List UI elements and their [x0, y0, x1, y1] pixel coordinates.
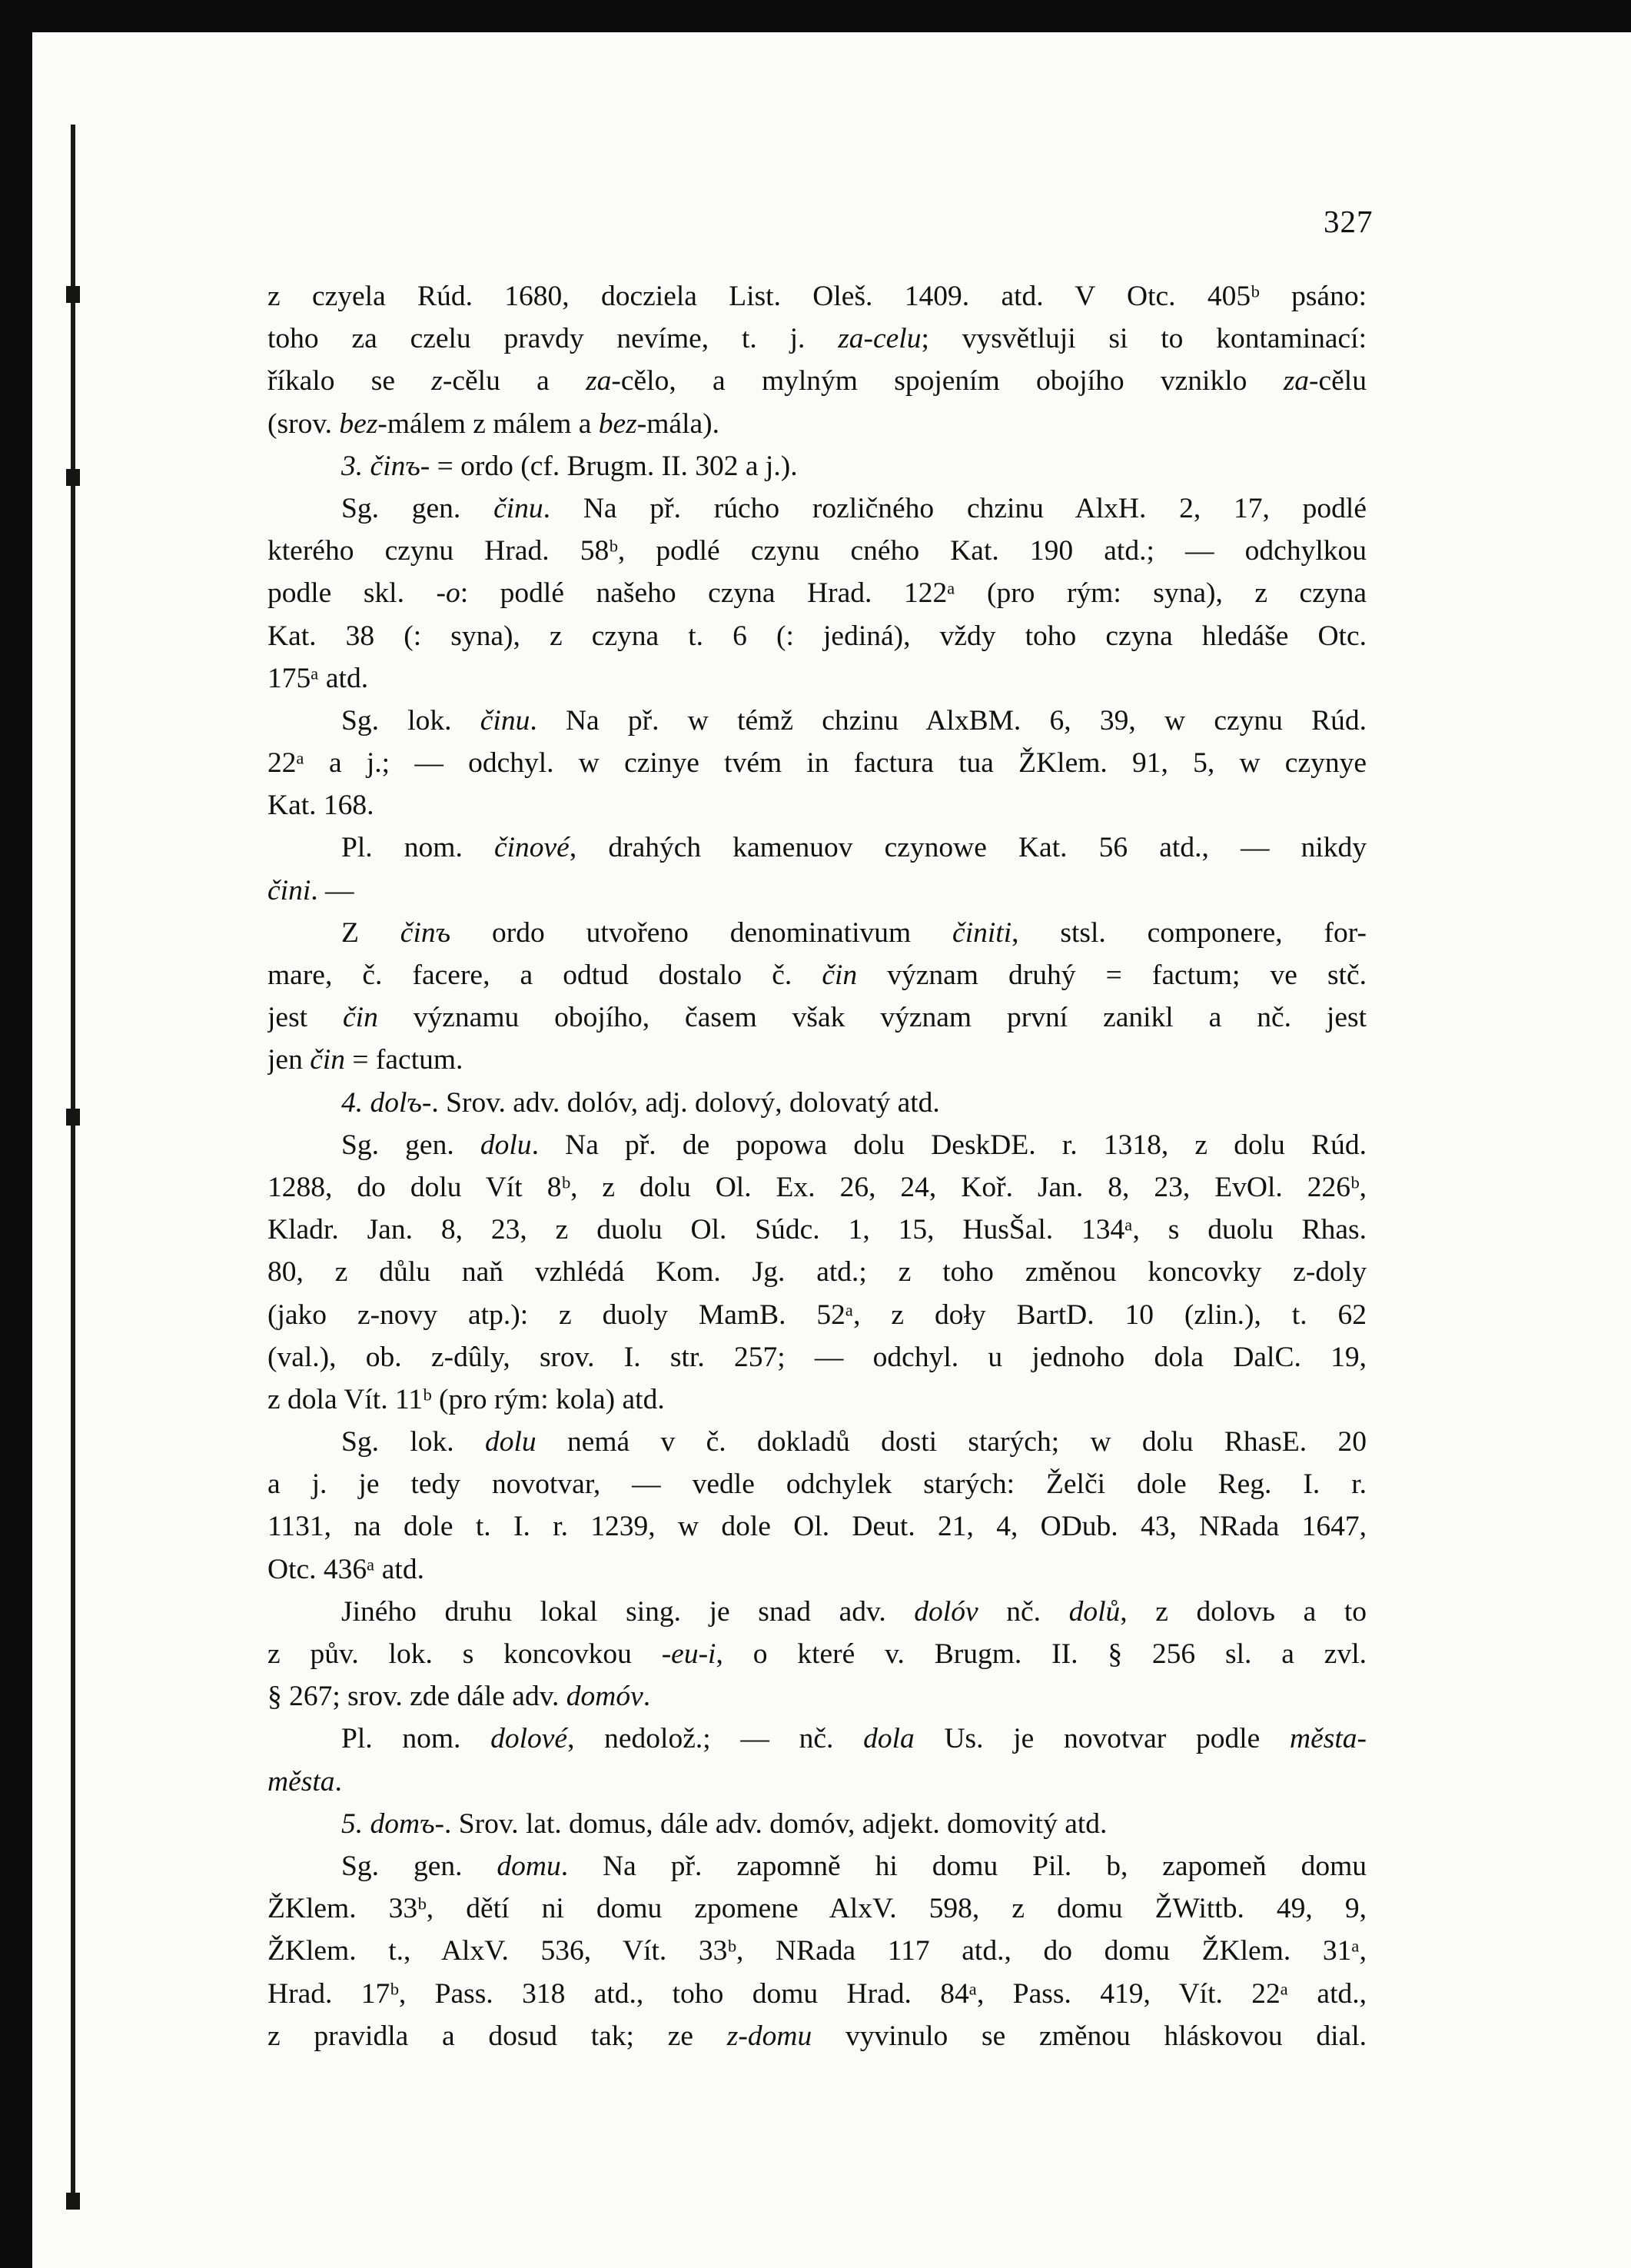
scanned-page: [32, 32, 1631, 2268]
text-line: [267, 1166, 1367, 1209]
text-run: . Na př. w témž chzinu AlxBM. 6, 39, w czynu Rúd.: [530, 704, 1367, 737]
text-run: z pravidla a dosud tak; ze: [267, 2020, 727, 2052]
text-line: [267, 657, 1367, 700]
text-line: [267, 1633, 1367, 1675]
italic-term: dola: [863, 1723, 915, 1755]
text-line: [267, 1294, 1367, 1336]
text-line: [267, 1209, 1367, 1251]
text-run: Otc. 436ᵃ atd.: [267, 1553, 424, 1585]
text-line: [267, 996, 1367, 1039]
binding-mark: [66, 469, 80, 486]
italic-term: domu: [497, 1850, 561, 1882]
text-run: 175ᵃ atd.: [267, 662, 369, 694]
text-line: [267, 1887, 1367, 1930]
text-run: Sg. gen.: [341, 492, 494, 524]
italic-term: z: [431, 365, 443, 397]
italic-term: činъ: [400, 916, 451, 949]
text-line: [267, 1845, 1367, 1887]
text-run: kterého czynu Hrad. 58ᵇ, podlé czynu cného Kat. 190 atd.; — odchylkou: [267, 535, 1367, 567]
text-run: podle skl.: [267, 577, 437, 610]
text-run: Kladr. Jan. 8, 23, z duolu Ol. Súdc. 1, 15, HusŠal. 134ᵃ, s duolu Rhas.: [267, 1214, 1367, 1246]
text-run: .: [334, 1765, 342, 1797]
text-run: ŽKlem. 33ᵇ, dětí ni domu zpomene AlxV. 598, z domu ŽWittb. 49, 9,: [267, 1893, 1367, 1925]
italic-term: domóv: [566, 1681, 643, 1713]
text-line: [267, 1803, 1367, 1845]
text-run: Pl. nom.: [341, 1723, 491, 1755]
text-line: [267, 870, 1367, 912]
italic-term: čin: [343, 1002, 378, 1034]
text-run: mare, č. facere, a odtud dostalo č.: [267, 959, 822, 991]
text-line: [267, 912, 1367, 954]
text-line: [267, 1251, 1367, 1293]
text-line: [267, 1124, 1367, 1166]
text-run: . Na př. zapomně hi domu Pil. b, zapomeň domu: [560, 1850, 1367, 1882]
body-text: [267, 275, 1367, 2057]
text-line: [267, 1973, 1367, 2015]
text-line: [267, 1718, 1367, 1760]
text-run: nemá v č. dokladů dosti starých; w dolu RhasE. 20: [536, 1426, 1367, 1458]
text-line: [267, 487, 1367, 530]
text-line: [267, 954, 1367, 996]
text-line: [267, 275, 1367, 318]
text-line: [267, 1463, 1367, 1505]
text-run: vyvinulo se změnou hláskovou dial.: [812, 2020, 1367, 2052]
text-line: [267, 318, 1367, 360]
text-line: [267, 1082, 1367, 1124]
text-run: , stsl. componere, for-: [1011, 916, 1367, 949]
text-line: [267, 1039, 1367, 1081]
text-run: Sg. gen.: [341, 1850, 497, 1882]
italic-term: města: [267, 1765, 335, 1797]
text-run: z dola Vít. 11ᵇ (pro rým: kola) atd.: [267, 1383, 665, 1415]
page-number: 327: [1324, 204, 1374, 239]
text-line: [267, 784, 1367, 826]
text-run: Z: [341, 916, 400, 949]
italic-term: 3. činъ-: [341, 450, 430, 482]
text-line: [267, 700, 1367, 742]
text-line: [267, 1675, 1367, 1718]
text-run: jest: [267, 1002, 344, 1034]
italic-term: dolu: [480, 1129, 532, 1161]
text-run: nč.: [978, 1595, 1069, 1628]
italic-term: za-celu: [838, 323, 922, 355]
text-run: Sg. gen.: [341, 1129, 480, 1161]
text-run: toho za czelu pravdy nevíme, t. j.: [267, 323, 839, 355]
text-run: Sg. lok.: [341, 1426, 485, 1458]
italic-term: dolu: [484, 1426, 536, 1458]
text-run: a j. je tedy novotvar, — vedle odchylek starých: Želči dole Reg. I. r.: [267, 1468, 1367, 1501]
italic-term: dolové: [490, 1723, 568, 1755]
italic-term: bez: [598, 407, 637, 440]
text-line: [267, 826, 1367, 869]
text-line: [267, 1505, 1367, 1548]
text-run: Jiného druhu lokal sing. je snad adv.: [341, 1595, 915, 1628]
italic-term: z-domu: [726, 2020, 812, 2052]
text-run: = factum.: [345, 1044, 463, 1076]
text-run: (jako z-novy atp.): z duoly MamB. 52ᵃ, z doły BartD. 10 (zlin.), t. 62: [267, 1299, 1367, 1331]
text-line: [267, 530, 1367, 572]
text-line: [267, 1761, 1367, 1803]
text-run: ordo utvořeno denominativum: [450, 916, 953, 949]
text-line: [267, 1548, 1367, 1591]
text-run: : podlé našeho czyna Hrad. 122ᵃ (pro rým: syna), z czyna: [460, 577, 1367, 610]
text-run: . —: [311, 874, 354, 906]
text-line: [267, 1930, 1367, 1972]
text-run: , drahých kamenuov czynowe Kat. 56 atd., — nikdy: [569, 832, 1367, 864]
binding-mark: [66, 1109, 80, 1126]
text-run: jen: [267, 1044, 311, 1076]
text-run: , nedolož.; — nč.: [567, 1723, 864, 1755]
text-run: . Na př. rúcho rozličného chzinu AlxH. 2, 17, podlé: [543, 492, 1367, 524]
text-line: [267, 2015, 1367, 2057]
text-run: ŽKlem. t., AlxV. 536, Vít. 33ᵇ, NRada 117 atd., do domu ŽKlem. 31ᵃ,: [267, 1935, 1367, 1967]
italic-term: dolů: [1068, 1595, 1121, 1628]
text-run: 1131, na dole t. I. r. 1239, w dole Ol. Deut. 21, 4, ODub. 43, NRada 1647,: [267, 1511, 1367, 1543]
text-line: [267, 615, 1367, 657]
italic-term: 5. domъ-: [341, 1807, 445, 1840]
italic-term: činiti: [952, 916, 1012, 949]
italic-term: činu: [480, 704, 530, 737]
text-run: -cělu: [1309, 365, 1367, 397]
text-run: Us. je novotvar podle: [914, 1723, 1290, 1755]
text-run: Hrad. 17ᵇ, Pass. 318 atd., toho domu Hrad. 84ᵃ, Pass. 419, Vít. 22ᵃ atd.,: [267, 1977, 1367, 2010]
text-run: § 267; srov. zde dále adv.: [267, 1681, 566, 1713]
binding-mark: [66, 286, 80, 303]
italic-term: čini: [267, 874, 311, 906]
text-run: významu obojího, časem však význam první zanikl a nč. jest: [377, 1002, 1367, 1034]
text-line: [267, 360, 1367, 402]
text-line: [267, 742, 1367, 784]
italic-term: za: [1283, 365, 1310, 397]
text-line: [267, 1378, 1367, 1421]
italic-term: -o: [436, 577, 460, 610]
text-run: význam druhý = factum; ve stč.: [857, 959, 1367, 991]
text-run: Sg. lok.: [341, 704, 480, 737]
italic-term: bez: [339, 407, 378, 440]
binding-mark: [66, 2193, 80, 2210]
text-line: [267, 572, 1367, 614]
text-run: , o které v. Brugm. II. § 256 sl. a zvl.: [716, 1638, 1367, 1670]
text-run: -cělu a: [442, 365, 586, 397]
text-run: (srov.: [267, 407, 340, 440]
text-run: 80, z důlu naň vzhlédá Kom. Jg. atd.; z toho změnou koncovky z-doly: [267, 1256, 1367, 1289]
text-run: -málem z málem a: [377, 407, 599, 440]
text-line: [267, 1421, 1367, 1463]
italic-term: města-: [1290, 1723, 1367, 1755]
binding-edge: [71, 125, 75, 2200]
text-line: [267, 403, 1367, 445]
text-run: z pův. lok. s koncovkou: [267, 1638, 662, 1670]
italic-term: dolóv: [914, 1595, 978, 1628]
text-run: . Srov. adv. dolóv, adj. dolový, dolovatý atd.: [431, 1086, 940, 1119]
text-line: [267, 1336, 1367, 1378]
text-run: z czyela Rúd. 1680, docziela List. Oleš. 1409. atd. V Otc. 405ᵇ psáno:: [267, 281, 1367, 312]
italic-term: činu: [493, 492, 543, 524]
text-run: . Srov. lat. domus, dále adv. domóv, adjekt. domovitý atd.: [444, 1807, 1108, 1840]
text-run: = ordo (cf. Brugm. II. 302 a j.).: [430, 450, 798, 482]
text-run: říkalo se: [267, 365, 432, 397]
text-run: 1288, do dolu Vít 8ᵇ, z dolu Ol. Ex. 26, 24, Koř. Jan. 8, 23, EvOl. 226ᵇ,: [267, 1171, 1367, 1203]
text-run: Pl. nom.: [341, 832, 494, 864]
italic-term: činové: [493, 832, 570, 864]
italic-term: čin: [310, 1044, 346, 1076]
text-run: (val.), ob. z-dûly, srov. I. str. 257; — odchyl. u jednoho dola DalC. 19,: [267, 1341, 1367, 1373]
text-run: .: [643, 1681, 651, 1713]
text-run: 22ᵃ a j.; — odchyl. w czinye tvém in factura tua ŽKlem. 91, 5, w czynye: [267, 747, 1367, 780]
italic-term: čin: [822, 959, 858, 991]
text-run: -cělo, a mylným spojením obojího vzniklo: [611, 365, 1284, 397]
italic-term: za: [586, 365, 612, 397]
text-run: , z dolovь a to: [1120, 1595, 1367, 1628]
text-run: Kat. 168.: [267, 790, 374, 822]
text-line: [267, 1591, 1367, 1633]
text-run: . Na př. de popowa dolu DeskDE. r. 1318, z dolu Rúd.: [531, 1129, 1367, 1161]
text-run: -mála).: [636, 407, 719, 440]
italic-term: 4. dolъ-: [341, 1086, 432, 1119]
text-run: ; vysvětluji si to kontaminací:: [921, 323, 1367, 355]
text-line: [267, 445, 1367, 487]
italic-term: -eu-i: [661, 1638, 716, 1670]
text-run: Kat. 38 (: syna), z czyna t. 6 (: jediná), vždy toho czyna hledáše Otc.: [267, 620, 1367, 652]
